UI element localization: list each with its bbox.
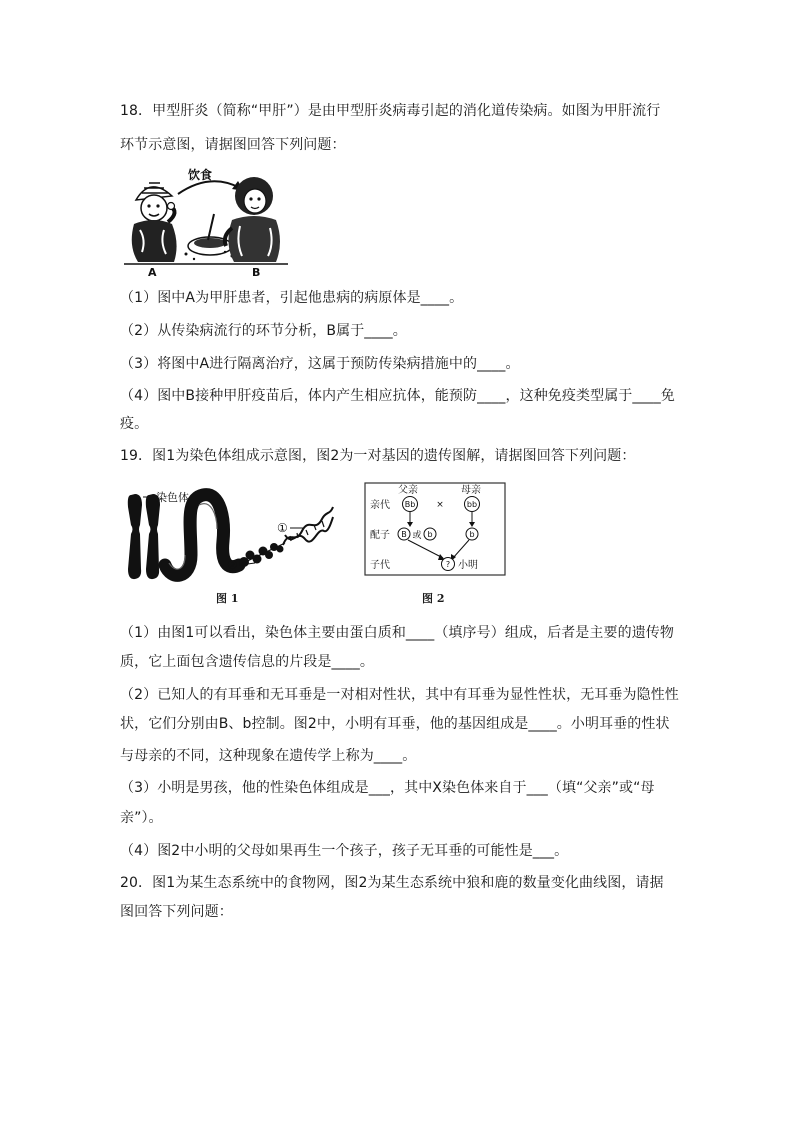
q20-stem-line-1: 20．图1为某生态系统中的食物网，图2为某生态系统中狼和鹿的数量变化曲线图，请据 xyxy=(120,875,664,891)
q19-part-2-line-2: 状，它们分别由B、b控制。图2中，小明有耳垂，他的基因组成是____。小明耳垂的性状 xyxy=(120,716,670,732)
gamete-upper: B xyxy=(401,530,407,539)
gametes-label: 配子 xyxy=(370,530,390,541)
q19-part-2-line-3: 与母亲的不同，这种现象在遗传学上称为____。 xyxy=(120,748,417,764)
q18-part-4-line-1: （4）图中B接种甲肝疫苗后，体内产生相应抗体，能预防____，这种免疫类型属于____免 xyxy=(120,388,675,404)
chromosome-shape xyxy=(128,494,160,579)
father-genotype: Bb xyxy=(404,500,416,509)
mother-genotype: bb xyxy=(466,500,478,509)
q18-stem-line-1: 18．甲型肝炎（简称“甲肝”）是由甲型肝炎病毒引起的消化道传染病。如图为甲肝流行 xyxy=(120,103,661,119)
label-1: ① xyxy=(277,521,288,535)
hepatitis-transmission-figure xyxy=(124,166,288,282)
label-b: B xyxy=(252,266,261,278)
q20-stem-line-2: 图回答下列问题： xyxy=(120,904,233,920)
cross-symbol: × xyxy=(436,500,444,510)
food-arrow xyxy=(178,167,244,194)
or-label: 或 xyxy=(412,531,422,541)
q18-part-1: （1）图中A为甲肝患者，引起他患病的病原体是____。 xyxy=(120,290,464,306)
person-a xyxy=(132,183,177,262)
q19-part-1-line-2: 质，它上面包含遗传信息的片段是____。 xyxy=(120,654,374,670)
q18-part-3: （3）将图中A进行隔离治疗，这属于预防传染病措施中的____。 xyxy=(120,356,520,372)
q18-part-2: （2）从传染病流行的环节分析，B属于____。 xyxy=(120,323,407,339)
q19-part-1-line-1: （1）由图1可以看出，染色体主要由蛋白质和____（填序号）组成，后者是主要的遗传物 xyxy=(120,625,675,641)
mother-gamete: b xyxy=(469,530,475,539)
nucleosome-beads xyxy=(239,543,285,567)
offspring-label: 子代 xyxy=(370,560,390,571)
label-a: A xyxy=(148,266,157,278)
q19-part-3-line-1: （3）小明是男孩，他的性染色体组成是___，其中X染色体来自于___（填“父亲”或“母 xyxy=(120,780,655,796)
figure-2-caption: 图 2 xyxy=(422,592,445,605)
dna-helix xyxy=(283,507,333,545)
label-2: ② xyxy=(227,558,238,572)
father-label: 父亲 xyxy=(398,485,418,496)
person-b xyxy=(225,177,280,262)
q19-stem-line-1: 19．图1为染色体组成示意图，图2为一对基因的遗传图解，请据图回答下列问题： xyxy=(120,448,636,464)
inheritance-diagram xyxy=(364,482,506,580)
chromosome-figure xyxy=(125,485,337,589)
q18-stem-line-2: 环节示意图，请据图回答下列问题： xyxy=(120,137,346,153)
gamete-lower: b xyxy=(427,530,433,539)
q19-part-2-line-1: （2）已知人的有耳垂和无耳垂是一对相对性状，其中有耳垂为显性性状，无耳垂为隐性性 xyxy=(120,687,679,703)
figure-1-caption: 图 1 xyxy=(216,592,239,605)
child-name: 小明 xyxy=(458,560,478,571)
parents-label: 亲代 xyxy=(370,500,390,511)
child-genotype: ? xyxy=(445,560,451,569)
q19-part-3-line-2: 亲”）。 xyxy=(120,810,163,826)
q18-part-4-line-2: 疫。 xyxy=(120,416,149,432)
arrow-label: 饮食 xyxy=(188,168,213,182)
mother-label: 母亲 xyxy=(461,485,481,496)
label-chromosome: 染色体 xyxy=(156,491,189,504)
q19-part-4: （4）图2中小明的父母如果再生一个孩子，孩子无耳垂的可能性是___。 xyxy=(120,843,569,859)
